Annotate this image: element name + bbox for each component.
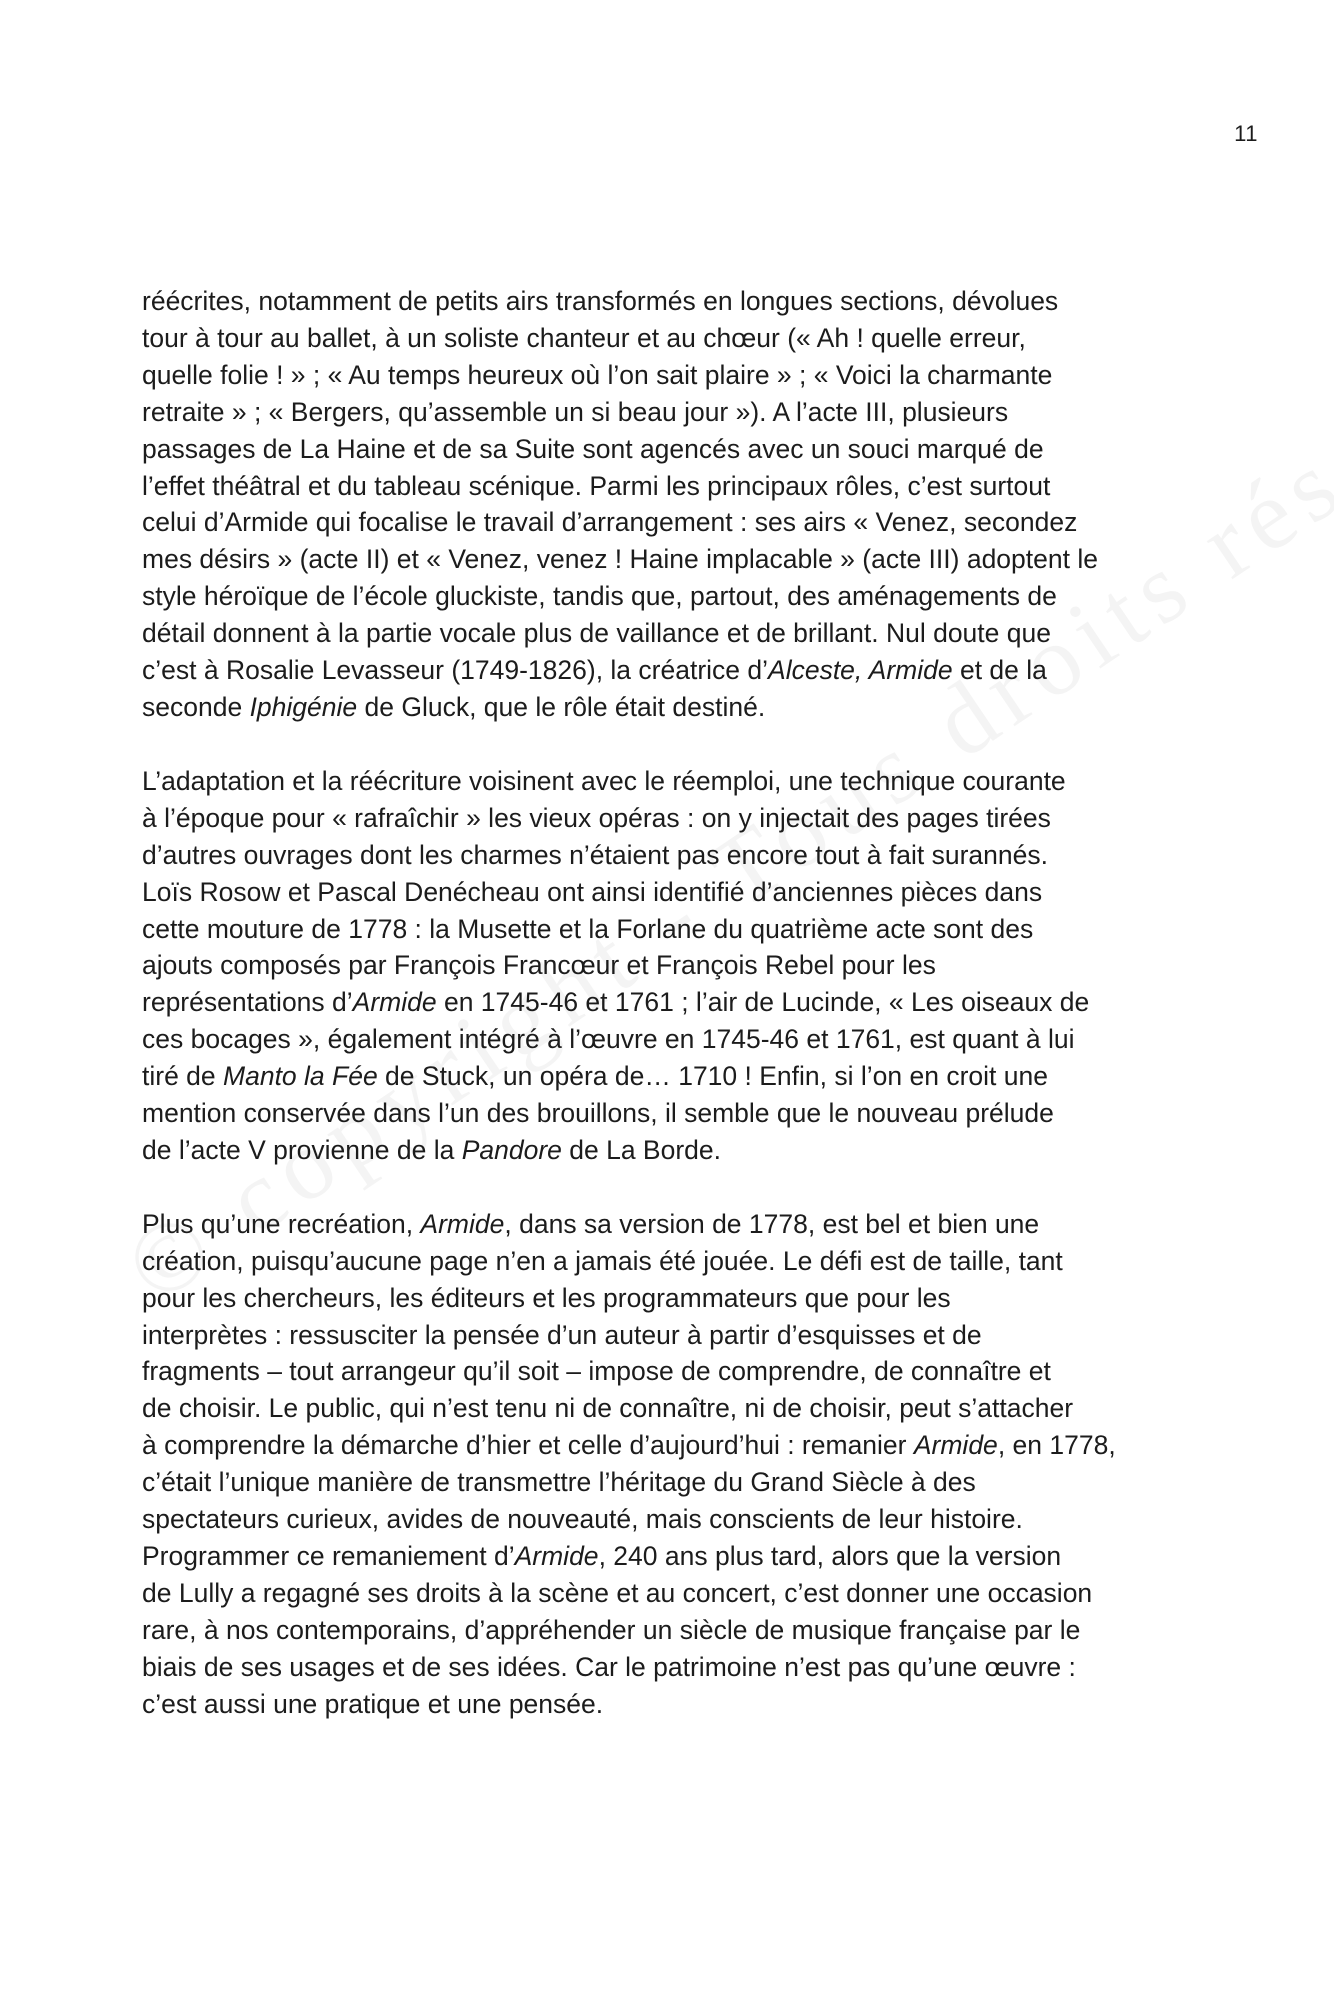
text-line <box>142 394 1202 431</box>
italic-title: Manto la Fée <box>223 1061 378 1092</box>
italic-title: Armide <box>420 1208 505 1239</box>
text-line <box>142 1021 1202 1058</box>
text-line <box>142 1501 1202 1538</box>
text-segment: Programmer ce remaniement d’ <box>142 1541 515 1571</box>
text-line <box>142 357 1202 394</box>
text-segment: rare, à nos contemporains, d’appréhender un siècle de musique française par le <box>142 1614 1081 1645</box>
text-segment: celui d’Armide qui focalise le travail d’arrangement : ses airs « Venez, secondez <box>142 507 1078 538</box>
text-line <box>142 1575 1202 1612</box>
text-line <box>142 1390 1202 1427</box>
text-line <box>142 283 1202 320</box>
text-segment: passages de La Haine et de sa Suite sont agencés avec un souci marqué de <box>142 433 1044 464</box>
text-segment: de choisir. Le public, qui n’est tenu ni de connaître, ni de choisir, peut s’attacher <box>142 1393 1074 1424</box>
text-line <box>142 468 1202 505</box>
text-line <box>142 1280 1202 1317</box>
text-segment: de l’acte V provienne de la <box>142 1134 462 1165</box>
text-line <box>142 947 1202 984</box>
text-line <box>142 1538 1202 1575</box>
text-segment: de Gluck, que le rôle était destiné. <box>357 691 766 722</box>
text-line <box>142 1464 1202 1501</box>
text-segment: , en 1778, <box>997 1430 1116 1461</box>
text-segment: Loïs Rosow et Pascal Denécheau ont ainsi identifié d’anciennes pièces dans <box>142 876 1043 907</box>
text-segment: et de la <box>952 655 1047 686</box>
text-line <box>142 1206 1202 1243</box>
text-segment: ces bocages », également intégré à l’œuvre en 1745-46 et 1761, est quant à lui <box>142 1024 1075 1055</box>
text-segment: en 1745-46 et 1761 ; l’air de Lucinde, « Les oiseaux de <box>436 987 1090 1018</box>
text-line <box>142 763 1202 800</box>
text-line <box>142 1353 1202 1390</box>
text-segment: pour les chercheurs, les éditeurs et les programmateurs que pour les <box>142 1282 951 1313</box>
text-line <box>142 1058 1202 1095</box>
text-line <box>142 1649 1202 1686</box>
text-line <box>142 578 1202 615</box>
text-segment: à comprendre la démarche d’hier et celle d’aujourd’hui : remanier <box>142 1430 914 1461</box>
text-line <box>142 1132 1202 1169</box>
text-segment: spectateurs curieux, avides de nouveauté, mais conscients de leur histoire. <box>142 1504 1023 1535</box>
text-segment: tiré de <box>142 1061 224 1092</box>
text-segment: réécrites, notamment de petits airs transformés en longues sections, dévolues <box>142 286 1059 316</box>
text-line <box>142 615 1202 652</box>
text-segment: ajouts composés par François Francœur et François Rebel pour les <box>142 950 936 981</box>
italic-title: Pandore <box>461 1134 562 1165</box>
text-segment: biais de ses usages et de ses idées. Car le patrimoine n’est pas qu’une œuvre : <box>142 1651 1076 1682</box>
text-line <box>142 837 1202 874</box>
text-segment: mention conservée dans l’un des brouillons, il semble que le nouveau prélude <box>142 1098 1054 1129</box>
text-segment: interprètes : ressusciter la pensée d’un auteur à partir d’esquisses et de <box>142 1319 982 1350</box>
italic-title: Alceste, Armide <box>768 655 953 686</box>
text-line <box>142 1243 1202 1280</box>
text-line <box>142 1095 1202 1132</box>
text-line <box>142 1317 1202 1354</box>
italic-title: Armide <box>514 1541 599 1571</box>
text-line <box>142 541 1202 578</box>
text-segment: Plus qu’une recréation, <box>142 1208 421 1239</box>
text-segment: détail donnent à la partie vocale plus de vaillance et de brillant. Nul doute que <box>142 618 1051 649</box>
text-segment: de La Borde. <box>561 1134 722 1165</box>
text-line <box>142 874 1202 911</box>
text-segment: retraite » ; « Bergers, qu’assemble un si beau jour »). A l’acte III, plusieurs <box>142 396 1009 427</box>
text-segment: l’effet théâtral et du tableau scénique. Parmi les principaux rôles, c’est surtout <box>142 470 1051 501</box>
italic-title: Iphigénie <box>249 691 358 722</box>
text-segment: de Stuck, un opéra de… 1710 ! Enfin, si l’on en croit une <box>377 1061 1048 1092</box>
text-segment: mes désirs » (acte II) et « Venez, venez ! Haine implacable » (acte III) adoptent le <box>142 544 1098 575</box>
paragraph <box>142 1206 1202 1723</box>
italic-title: Armide <box>913 1430 998 1461</box>
text-segment: création, puisqu’aucune page n’en a jamais été jouée. Le défi est de taille, tant <box>142 1245 1063 1276</box>
text-segment: quelle folie ! » ; « Au temps heureux où l’on sait plaire » ; « Voici la charmante <box>142 359 1053 390</box>
text-segment: de Lully a regagné ses droits à la scène et au concert, c’est donner une occasion <box>142 1577 1093 1608</box>
text-segment: c’est à Rosalie Levasseur (1749-1826), la créatrice d’ <box>142 655 769 686</box>
text-segment: d’autres ouvrages dont les charmes n’étaient pas encore tout à fait surannés. <box>142 839 1048 870</box>
text-segment: style héroïque de l’école gluckiste, tandis que, partout, des aménagements de <box>142 581 1057 612</box>
paragraph <box>142 763 1202 1169</box>
text-segment: fragments – tout arrangeur qu’il soit – impose de comprendre, de connaître et <box>142 1356 1051 1387</box>
text-line <box>142 320 1202 357</box>
text-line <box>142 431 1202 468</box>
body-text <box>142 283 1202 1760</box>
text-line <box>142 504 1202 541</box>
italic-title: Armide <box>352 987 437 1018</box>
text-segment: à l’époque pour « rafraîchir » les vieux opéras : on y injectait des pages tirées <box>142 802 1051 833</box>
paragraph <box>142 283 1202 726</box>
text-segment: cette mouture de 1778 : la Musette et la Forlane du quatrième acte sont des <box>142 913 1034 944</box>
text-segment: c’était l’unique manière de transmettre l’héritage du Grand Siècle à des <box>142 1467 976 1498</box>
text-segment: L’adaptation et la réécriture voisinent avec le réemploi, une technique courante <box>142 765 1066 796</box>
text-line <box>142 1612 1202 1649</box>
text-segment: , 240 ans plus tard, alors que la version <box>598 1541 1062 1571</box>
text-segment: seconde <box>142 691 250 722</box>
text-line <box>142 800 1202 837</box>
text-line <box>142 652 1202 689</box>
text-segment: représentations d’ <box>142 987 353 1018</box>
text-line <box>142 911 1202 948</box>
text-line <box>142 1427 1202 1464</box>
text-segment: tour à tour au ballet, à un soliste chanteur et au chœur (« Ah ! quelle erreur, <box>142 322 1026 353</box>
text-line <box>142 1686 1202 1723</box>
text-segment: , dans sa version de 1778, est bel et bien une <box>504 1208 1040 1239</box>
text-line <box>142 984 1202 1021</box>
text-segment: c’est aussi une pratique et une pensée. <box>142 1688 604 1719</box>
text-line <box>142 689 1202 726</box>
page-number: 11 <box>1234 121 1258 146</box>
